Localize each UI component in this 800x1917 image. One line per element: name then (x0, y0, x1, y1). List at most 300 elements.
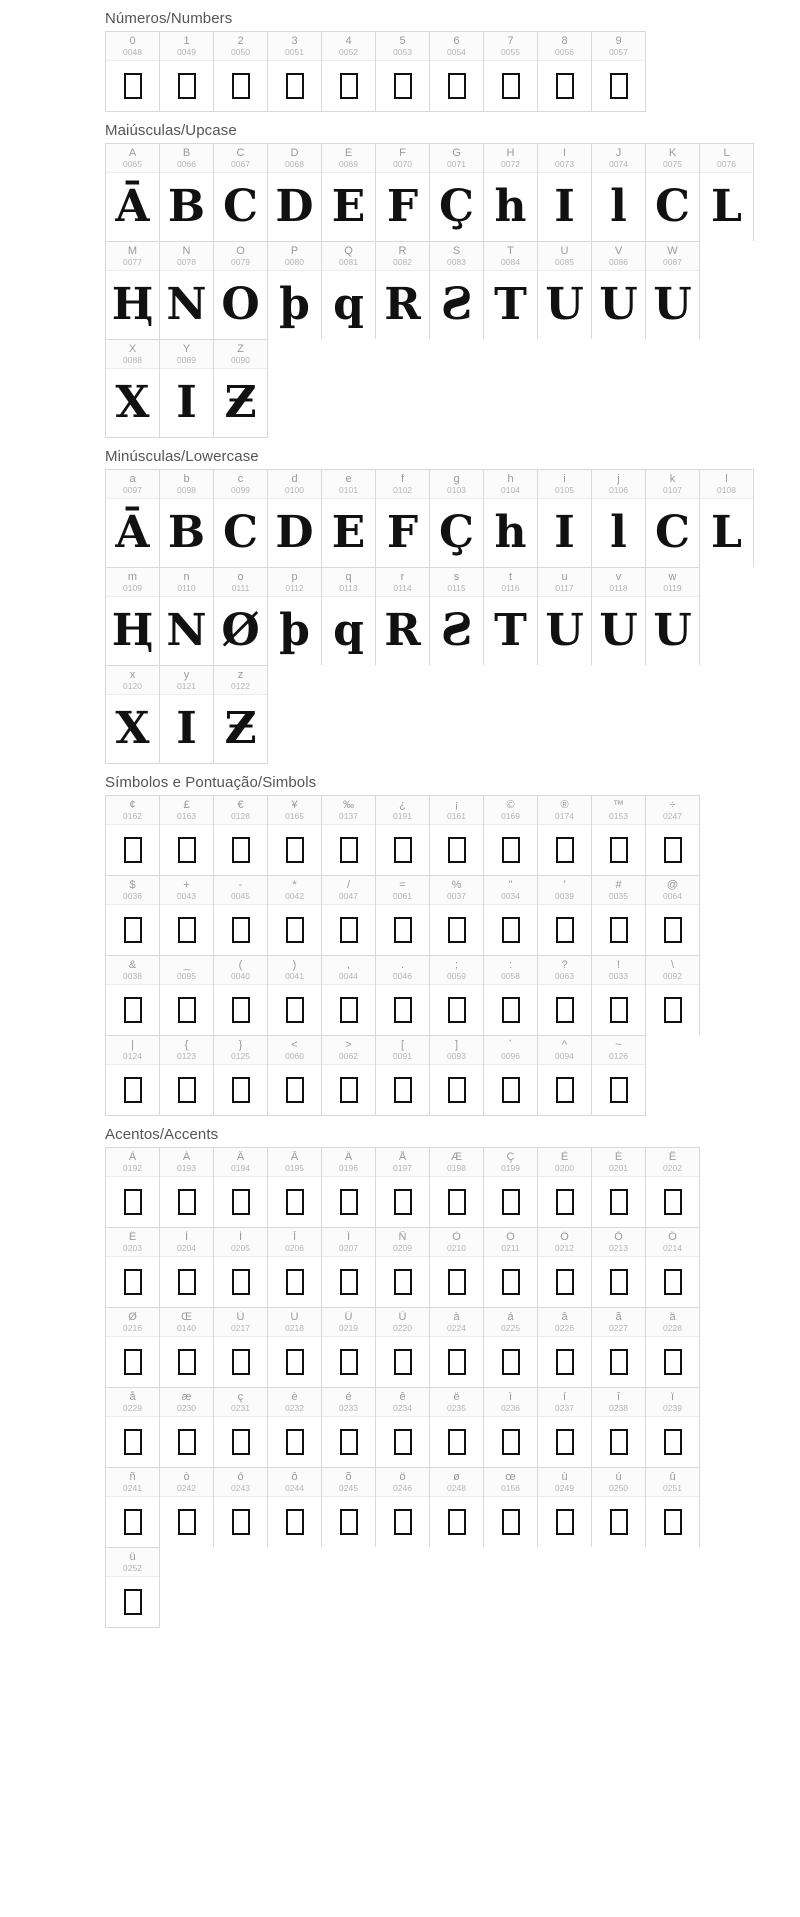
glyph-cell[interactable] (214, 31, 268, 112)
glyph-cell[interactable] (376, 241, 430, 339)
glyph-preview (538, 1256, 591, 1307)
glyph-preview (106, 498, 159, 567)
glyph-cell[interactable] (322, 1227, 376, 1307)
glyph-preview (106, 596, 159, 665)
glyph-cell[interactable] (538, 469, 592, 567)
glyph-cell[interactable] (160, 567, 214, 665)
glyph-cell[interactable] (322, 31, 376, 112)
glyph-cell[interactable] (214, 1467, 268, 1547)
glyph-preview (160, 60, 213, 111)
glyph-cell[interactable] (214, 1387, 268, 1467)
glyph-preview (592, 1176, 645, 1227)
glyph-preview (214, 824, 267, 875)
glyph-cell[interactable] (268, 567, 322, 665)
glyph-cell[interactable] (322, 795, 376, 875)
glyph-cell[interactable] (646, 1467, 700, 1547)
glyph-cell[interactable] (160, 1035, 214, 1116)
glyph-cell[interactable] (106, 31, 160, 112)
missing-glyph-box-icon (340, 917, 358, 943)
glyph-cell[interactable] (322, 1035, 376, 1116)
glyph-code-label: 0047 (339, 891, 358, 901)
glyph-cell[interactable] (376, 1035, 430, 1116)
glyph-cell[interactable] (430, 1035, 484, 1116)
glyph-cell[interactable] (106, 241, 160, 339)
glyph-character-label: Î (292, 1231, 297, 1243)
glyph-cell[interactable] (646, 241, 700, 339)
glyph-cell[interactable] (592, 31, 646, 112)
glyph-cell-header (592, 242, 645, 270)
glyph-cell[interactable] (430, 1467, 484, 1547)
glyph-cell[interactable] (484, 1147, 538, 1227)
glyph-preview (322, 172, 375, 241)
glyph-cell[interactable] (106, 1147, 160, 1227)
glyph-cell-header (592, 1148, 645, 1176)
glyph-cell[interactable] (430, 469, 484, 567)
missing-glyph-box-icon (232, 73, 250, 99)
glyph-character-label: Ô (560, 1231, 569, 1243)
glyph-cell[interactable] (160, 1467, 214, 1547)
glyph-cell[interactable] (430, 1387, 484, 1467)
glyph-cell[interactable] (268, 795, 322, 875)
glyph-cell[interactable] (268, 469, 322, 567)
glyph-cell[interactable] (160, 795, 214, 875)
glyph-cell[interactable] (322, 469, 376, 567)
glyph-cell[interactable] (538, 1227, 592, 1307)
glyph-character-label: b (183, 473, 190, 485)
glyph-cell[interactable] (646, 1147, 700, 1227)
glyph-cell[interactable] (214, 665, 268, 764)
missing-glyph-box-icon (556, 1429, 574, 1455)
glyph-cell[interactable] (376, 143, 430, 241)
glyph-cell[interactable] (430, 1307, 484, 1387)
glyph-cell[interactable] (268, 1035, 322, 1116)
missing-glyph-box-icon (448, 837, 466, 863)
glyph-code-label: 0089 (177, 355, 196, 365)
glyph-cell[interactable] (592, 875, 646, 955)
glyph-cell[interactable] (484, 469, 538, 567)
glyph-shape: L (711, 507, 742, 558)
glyph-cell[interactable] (484, 1307, 538, 1387)
glyph-cell[interactable] (592, 241, 646, 339)
glyph-character-label: a (129, 473, 136, 485)
glyph-cell[interactable] (592, 1307, 646, 1387)
glyph-code-label: 0102 (393, 485, 412, 495)
glyph-character-label: * (292, 879, 297, 891)
glyph-code-label: 0193 (177, 1163, 196, 1173)
glyph-cell[interactable] (268, 875, 322, 955)
glyph-cell[interactable] (106, 339, 160, 438)
glyph-cell[interactable] (538, 567, 592, 665)
glyph-cell[interactable] (106, 1467, 160, 1547)
glyph-cell[interactable] (268, 1387, 322, 1467)
glyph-preview (646, 1496, 699, 1547)
glyph-cell[interactable] (430, 795, 484, 875)
glyph-preview (268, 596, 321, 665)
glyph-cell[interactable] (538, 1035, 592, 1116)
glyph-code-label: 0220 (393, 1323, 412, 1333)
glyph-cell[interactable] (160, 955, 214, 1035)
glyph-cell[interactable] (268, 1227, 322, 1307)
glyph-preview (376, 1496, 429, 1547)
glyph-preview (106, 694, 159, 763)
glyph-cell[interactable] (646, 143, 700, 241)
glyph-cell[interactable] (106, 1035, 160, 1116)
glyph-cell[interactable] (268, 1147, 322, 1227)
glyph-cell[interactable] (376, 955, 430, 1035)
glyph-cell[interactable] (268, 31, 322, 112)
glyph-preview (592, 904, 645, 955)
glyph-code-label: 0248 (447, 1483, 466, 1493)
glyph-preview (592, 596, 645, 665)
glyph-preview (322, 824, 375, 875)
glyph-cell[interactable] (700, 143, 754, 241)
glyph-cell[interactable] (430, 1147, 484, 1227)
glyph-shape: h (494, 507, 527, 558)
glyph-cell[interactable] (484, 875, 538, 955)
missing-glyph-box-icon (124, 1509, 142, 1535)
glyph-cell-header (160, 144, 213, 172)
glyph-cell-header (322, 1388, 375, 1416)
glyph-cell[interactable] (430, 1227, 484, 1307)
glyph-shape: l (610, 507, 627, 558)
glyph-cell-header (484, 876, 537, 904)
glyph-cell[interactable] (484, 1467, 538, 1547)
glyph-cell[interactable] (484, 795, 538, 875)
glyph-cell[interactable] (484, 31, 538, 112)
glyph-cell[interactable] (268, 955, 322, 1035)
glyph-cell[interactable] (430, 875, 484, 955)
glyph-preview (538, 172, 591, 241)
glyph-character-label: K (668, 147, 677, 159)
glyph-cell[interactable] (160, 143, 214, 241)
glyph-cell-header (214, 568, 267, 596)
glyph-code-label: 0088 (123, 355, 142, 365)
glyph-cell-header (214, 340, 267, 368)
glyph-cell[interactable] (214, 1147, 268, 1227)
glyph-preview (538, 1416, 591, 1467)
glyph-cell-header (268, 568, 321, 596)
glyph-preview (160, 824, 213, 875)
glyph-cell[interactable] (106, 567, 160, 665)
glyph-cell-header (700, 144, 753, 172)
glyph-preview (700, 172, 753, 241)
glyph-cell[interactable] (376, 1467, 430, 1547)
glyph-cell[interactable] (376, 1147, 430, 1227)
glyph-cell[interactable] (484, 955, 538, 1035)
glyph-code-label: 0087 (663, 257, 682, 267)
glyph-character-label: ® (560, 799, 569, 811)
glyph-cell[interactable] (106, 1307, 160, 1387)
glyph-shape: I (176, 377, 197, 428)
glyph-cell[interactable] (592, 567, 646, 665)
glyph-cell[interactable] (484, 143, 538, 241)
missing-glyph-box-icon (124, 917, 142, 943)
glyph-code-label: 0241 (123, 1483, 142, 1493)
missing-glyph-box-icon (340, 1077, 358, 1103)
glyph-cell[interactable] (376, 31, 430, 112)
glyph-cell[interactable] (538, 1467, 592, 1547)
glyph-code-label: 0046 (393, 971, 412, 981)
glyph-cell[interactable] (214, 1307, 268, 1387)
glyph-cell[interactable] (484, 1227, 538, 1307)
glyph-cell[interactable] (700, 469, 754, 567)
glyph-cell[interactable] (646, 795, 700, 875)
glyph-code-label: 0124 (123, 1051, 142, 1061)
glyph-cell[interactable] (376, 469, 430, 567)
glyph-cell-header (268, 876, 321, 904)
glyph-cell[interactable] (160, 1307, 214, 1387)
missing-glyph-box-icon (610, 1509, 628, 1535)
glyph-cell[interactable] (322, 143, 376, 241)
glyph-cell[interactable] (538, 1147, 592, 1227)
glyph-cell-header (106, 568, 159, 596)
glyph-cell[interactable] (160, 339, 214, 438)
glyph-cell[interactable] (214, 469, 268, 567)
glyph-cell[interactable] (322, 1467, 376, 1547)
glyph-shape: L (711, 181, 742, 232)
glyph-code-label: 0054 (447, 47, 466, 57)
glyph-preview (484, 1256, 537, 1307)
glyph-cell[interactable] (214, 1227, 268, 1307)
glyph-cell[interactable] (106, 795, 160, 875)
glyph-cell[interactable] (592, 1467, 646, 1547)
glyph-preview (592, 824, 645, 875)
glyph-character-label: u (561, 571, 568, 583)
missing-glyph-box-icon (178, 1349, 196, 1375)
glyph-cell[interactable] (160, 1147, 214, 1227)
glyph-cell[interactable] (106, 665, 160, 764)
missing-glyph-box-icon (286, 73, 304, 99)
glyph-cell[interactable] (376, 567, 430, 665)
glyph-cell[interactable] (646, 469, 700, 567)
glyph-character-label: Â (236, 1151, 245, 1163)
glyph-cell-header (376, 470, 429, 498)
glyph-preview (214, 904, 267, 955)
glyph-character-label: q (345, 571, 352, 583)
glyph-cell[interactable] (106, 955, 160, 1035)
glyph-cell[interactable] (592, 795, 646, 875)
glyph-preview (322, 596, 375, 665)
glyph-cell[interactable] (214, 875, 268, 955)
missing-glyph-box-icon (556, 1077, 574, 1103)
glyph-preview (538, 1064, 591, 1115)
glyph-cell[interactable] (106, 1547, 160, 1628)
glyph-cell[interactable] (214, 241, 268, 339)
glyph-cell[interactable] (322, 241, 376, 339)
glyph-code-label: 0043 (177, 891, 196, 901)
glyph-cell[interactable] (106, 469, 160, 567)
glyph-cell[interactable] (646, 567, 700, 665)
glyph-cell[interactable] (214, 143, 268, 241)
glyph-cell-header (646, 1228, 699, 1256)
glyph-cell[interactable] (322, 1387, 376, 1467)
glyph-character-label: ç (237, 1391, 244, 1403)
glyph-cell[interactable] (322, 1307, 376, 1387)
glyph-code-label: 0231 (231, 1403, 250, 1413)
glyph-cell[interactable] (160, 875, 214, 955)
glyph-cell[interactable] (646, 1307, 700, 1387)
glyph-cell[interactable] (538, 1387, 592, 1467)
missing-glyph-box-icon (124, 1589, 142, 1615)
glyph-cell[interactable] (538, 31, 592, 112)
missing-glyph-box-icon (556, 1269, 574, 1295)
glyph-character-label: ì (508, 1391, 513, 1403)
glyph-preview (484, 1416, 537, 1467)
glyph-cell-header (160, 796, 213, 824)
glyph-code-label: 0099 (231, 485, 250, 495)
glyph-cell[interactable] (592, 1227, 646, 1307)
section-upcase (0, 112, 800, 438)
glyph-cell[interactable] (160, 1387, 214, 1467)
glyph-cell[interactable] (484, 567, 538, 665)
glyph-cell[interactable] (592, 1387, 646, 1467)
glyph-cell-header (484, 32, 537, 60)
glyph-cell-header (700, 470, 753, 498)
glyph-cell[interactable] (646, 1387, 700, 1467)
glyph-cell-header (430, 1148, 483, 1176)
missing-glyph-box-icon (124, 1269, 142, 1295)
glyph-cell[interactable] (538, 241, 592, 339)
glyph-shape: U (653, 605, 692, 656)
glyph-cell[interactable] (214, 795, 268, 875)
glyph-character-label: ë (453, 1391, 460, 1403)
glyph-cell[interactable] (160, 241, 214, 339)
missing-glyph-box-icon (394, 73, 412, 99)
glyph-cell[interactable] (538, 875, 592, 955)
glyph-character-label: î (616, 1391, 621, 1403)
glyph-preview (214, 60, 267, 111)
glyph-preview (430, 824, 483, 875)
glyph-code-label: 0211 (501, 1243, 520, 1253)
glyph-character-label: i (563, 473, 566, 485)
glyph-cell[interactable] (106, 875, 160, 955)
glyph-cell[interactable] (538, 143, 592, 241)
glyph-cell[interactable] (160, 665, 214, 764)
missing-glyph-box-icon (232, 837, 250, 863)
glyph-cell[interactable] (106, 1227, 160, 1307)
glyph-cell-header (430, 1036, 483, 1064)
missing-glyph-box-icon (502, 1429, 520, 1455)
missing-glyph-box-icon (286, 1349, 304, 1375)
glyph-cell[interactable] (538, 1307, 592, 1387)
glyph-cell[interactable] (646, 875, 700, 955)
glyph-cell[interactable] (160, 31, 214, 112)
glyph-preview (376, 172, 429, 241)
glyph-cell[interactable] (484, 241, 538, 339)
glyph-cell[interactable] (214, 955, 268, 1035)
missing-glyph-box-icon (124, 1349, 142, 1375)
glyph-cell[interactable] (592, 143, 646, 241)
glyph-preview (430, 1496, 483, 1547)
section-numbers (0, 0, 800, 112)
glyph-cell[interactable] (592, 469, 646, 567)
glyph-cell[interactable] (160, 1227, 214, 1307)
glyph-character-label: á (507, 1311, 514, 1323)
glyph-cell[interactable] (430, 241, 484, 339)
glyph-cell[interactable] (538, 795, 592, 875)
glyph-character-label: ó (237, 1471, 244, 1483)
glyph-cell[interactable] (376, 1227, 430, 1307)
glyph-code-label: 0204 (177, 1243, 196, 1253)
glyph-character-label: Í (238, 1231, 243, 1243)
glyph-cell-header (322, 956, 375, 984)
glyph-preview (592, 1416, 645, 1467)
glyph-code-label: 0249 (555, 1483, 574, 1493)
glyph-cell[interactable] (268, 143, 322, 241)
glyph-cell[interactable] (268, 241, 322, 339)
glyph-cell[interactable] (268, 1467, 322, 1547)
glyph-cell[interactable] (322, 875, 376, 955)
glyph-character-label: e (345, 473, 352, 485)
glyph-cell-header (376, 32, 429, 60)
glyph-cell[interactable] (376, 1387, 430, 1467)
glyph-cell[interactable] (106, 1387, 160, 1467)
glyph-cell[interactable] (376, 1307, 430, 1387)
glyph-preview (160, 596, 213, 665)
missing-glyph-box-icon (664, 997, 682, 1023)
glyph-cell-header (106, 1228, 159, 1256)
glyph-cell-header (538, 470, 591, 498)
missing-glyph-box-icon (286, 997, 304, 1023)
glyph-cell[interactable] (322, 955, 376, 1035)
glyph-code-label: 0250 (609, 1483, 628, 1493)
missing-glyph-box-icon (502, 917, 520, 943)
glyph-cell[interactable] (646, 1227, 700, 1307)
glyph-code-label: 0228 (663, 1323, 682, 1333)
glyph-character-label: < (291, 1039, 298, 1051)
glyph-character-label: " (508, 879, 513, 891)
glyph-cell[interactable] (430, 31, 484, 112)
glyph-preview (214, 270, 267, 339)
glyph-cell[interactable] (322, 1147, 376, 1227)
glyph-preview (106, 1496, 159, 1547)
glyph-cell[interactable] (268, 1307, 322, 1387)
missing-glyph-box-icon (448, 1077, 466, 1103)
glyph-character-label: à (453, 1311, 460, 1323)
glyph-cell[interactable] (430, 955, 484, 1035)
glyph-preview (106, 270, 159, 339)
section-title: Minúsculas/Lowercase (105, 448, 259, 465)
glyph-cell[interactable] (106, 143, 160, 241)
glyph-cell[interactable] (646, 955, 700, 1035)
glyph-cell[interactable] (376, 875, 430, 955)
glyph-character-label: f (400, 473, 405, 485)
glyph-cell[interactable] (322, 567, 376, 665)
glyph-cell-header (430, 1228, 483, 1256)
missing-glyph-box-icon (610, 1429, 628, 1455)
glyph-cell-header (160, 956, 213, 984)
glyph-cell[interactable] (430, 143, 484, 241)
glyph-cell[interactable] (592, 1035, 646, 1116)
glyph-cell[interactable] (160, 469, 214, 567)
glyph-cell[interactable] (592, 1147, 646, 1227)
glyph-cell[interactable] (484, 1387, 538, 1467)
glyph-cell[interactable] (214, 567, 268, 665)
glyph-cell[interactable] (484, 1035, 538, 1116)
glyph-preview (106, 824, 159, 875)
glyph-character-label: } (238, 1039, 243, 1051)
glyph-cell[interactable] (214, 339, 268, 438)
glyph-cell[interactable] (430, 567, 484, 665)
glyph-cell[interactable] (376, 795, 430, 875)
glyph-preview (538, 1336, 591, 1387)
glyph-preview (322, 1416, 375, 1467)
glyph-cell[interactable] (538, 955, 592, 1035)
glyph-cell-header (592, 568, 645, 596)
glyph-cell[interactable] (214, 1035, 268, 1116)
glyph-preview (646, 1256, 699, 1307)
glyph-cell[interactable] (592, 955, 646, 1035)
